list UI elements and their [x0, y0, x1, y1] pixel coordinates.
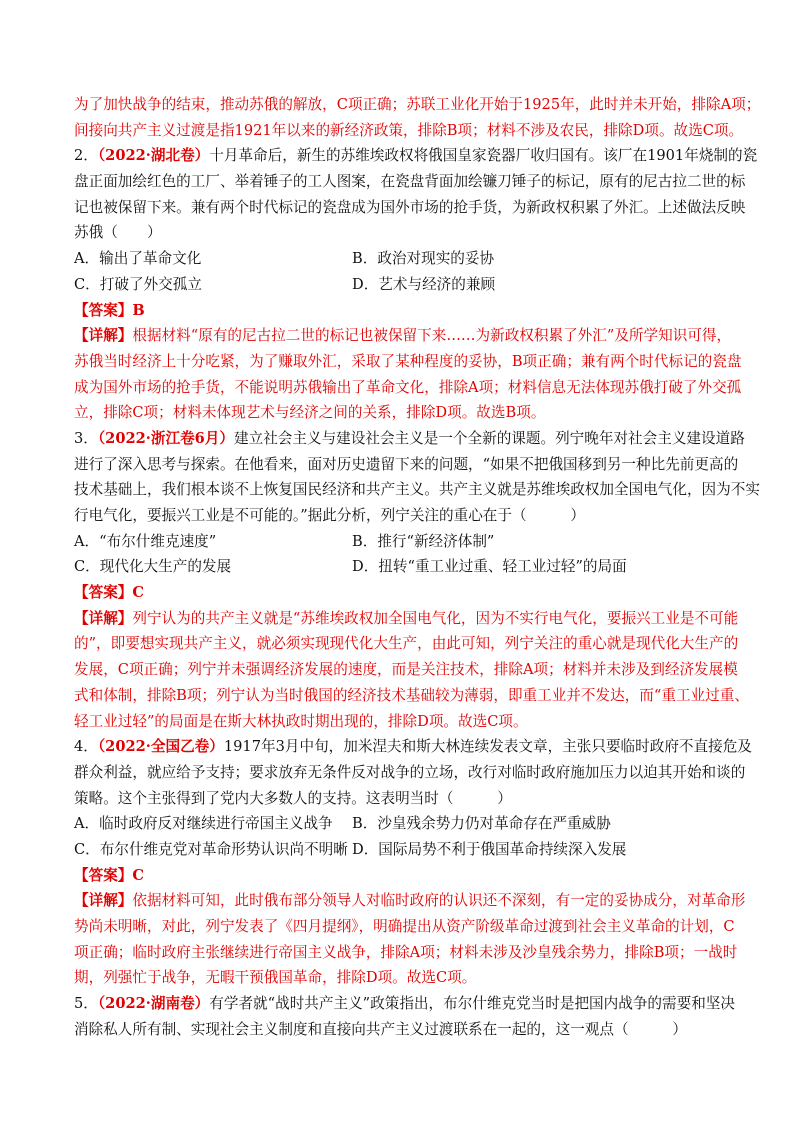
question-source: （2022·全国乙卷） [97, 738, 224, 756]
option-c: C．打破了外交孤立 [74, 275, 202, 293]
options-row [74, 272, 730, 298]
detail-tag: 【详解】 [74, 892, 133, 910]
question-source: （2022·湖北卷） [97, 147, 210, 165]
question-source: （2022·湖南卷） [97, 995, 210, 1013]
explanation-line: 间接向共产主义过渡是指1921年以来的新经济政策，排除B项；材料不涉及农民，排除D项。故选C项。 [74, 121, 744, 139]
answer-tag: 【答案】 [74, 301, 133, 319]
question-stem-line: 苏俄（ ） [74, 224, 162, 242]
option-c: C．布尔什维克党对革命形势认识尚不明晰 [74, 840, 348, 858]
prev-explanation [74, 92, 761, 143]
answer-tag: 【答案】 [74, 866, 133, 884]
answer-line [74, 580, 730, 606]
detail-line: 【详解】列宁认为的共产主义就是“苏维埃政权加全国电气化，因为不实行电气化，要振兴工业是不可能 [74, 609, 739, 627]
question-stem-line: 4．（2022·全国乙卷）1917年3月中旬，加米涅夫和斯大林连续发表文章，主张只要临时政府不直接危及 [74, 738, 752, 756]
question-stem-line: 消除私人所有制、实现社会主义制度和直接向共产主义过渡联系在一起的，这一观点（ ） [74, 1020, 687, 1038]
question-4 [74, 734, 752, 991]
answer-value: C [132, 866, 145, 884]
question-stem-line: 技术基础上，我们根本谈不上恢复国民经济和共产主义。共产主义就是苏维埃政权加全国电气化，因为不实 [74, 481, 760, 499]
question-3 [74, 426, 760, 734]
detail-line: 轻工业过轻”的局面是在斯大林执政时期出现的，排除D项。故选C项。 [74, 712, 528, 730]
question-stem-line: 行电气化，要振兴工业是不可能的。”据此分析，列宁关注的重心在于（ ） [74, 507, 585, 524]
question-stem-line: 盘正面加绘红色的工厂、举着锤子的工人图案，在瓷盘背面加绘镰刀锤子的标记，原有的尼古拉二世的标 [74, 173, 746, 191]
question-stem-line: 群众利益，就应给予支持；要求放弃无条件反对战争的立场，改行对临时政府施加压力以迫其开始和谈的 [74, 763, 746, 781]
option-d: D．国际局势不利于俄国革命持续深入发展 [352, 840, 627, 858]
detail-line: 【详解】依据材料可知，此时俄布部分领导人对临时政府的认识还不深刻，有一定的妥协成分，对革命形 [74, 892, 746, 910]
question-5 [74, 991, 735, 1042]
answer-value: C [132, 584, 145, 602]
question-source: （2022·浙江卷6月） [97, 429, 235, 447]
detail-line: 成为国外市场的抢手货，不能说明苏俄输出了革命文化，排除A项；材料信息无法体现苏俄打破了外交孤 [74, 378, 742, 396]
option-a: A．“布尔什维克速度” [74, 532, 217, 550]
question-number: 3． [74, 429, 98, 447]
detail-line: 项正确；临时政府主张继续进行帝国主义战争，排除A项；材料未涉及沙皇残余势力，排除B项；一战时 [74, 943, 738, 961]
question-2 [74, 143, 758, 426]
detail-line: 的”，即要想实现共产主义，就必须实现现代化大生产，由此可知，列宁关注的重心就是现代化大生产的 [74, 635, 739, 653]
option-b: B．政治对现实的妥协 [352, 250, 495, 268]
document-page [74, 92, 761, 1042]
detail-tag: 【详解】 [74, 327, 133, 345]
detail-line: 立，排除C项；材料未体现艺术与经济之间的关系，排除D项。故选B项。 [74, 404, 546, 422]
question-stem-line: 进行了深入思考与探索。在他看来，面对历史遗留下来的问题，“如果不把俄国移到另一种比先前更高的 [74, 455, 739, 473]
options-row [74, 811, 730, 837]
answer-line [74, 298, 730, 324]
detail-line: 式和体制，排除B项；列宁认为当时俄国的经济技术基础较为薄弱，即重工业并不发达，而“重工业过重、 [74, 686, 749, 704]
option-d: D．艺术与经济的兼顾 [352, 275, 496, 293]
question-stem-line: 记也被保留下来。兼有两个时代标记的瓷盘成为国外市场的抢手货，为新政权积累了外汇。上述做法反映 [74, 198, 746, 216]
question-number: 2． [74, 147, 98, 165]
option-b: B．推行“新经济体制” [352, 532, 495, 550]
explanation-line: 为了加快战争的结束，推动苏俄的解放，C项正确；苏联工业化开始于1925年，此时并未开始，排除A项； [74, 96, 761, 113]
detail-line: 势尚未明晰，对此，列宁发表了《四月提纲》，明确提出从资产阶级革命过渡到社会主义革命的计划，C [74, 918, 735, 935]
options-row [74, 837, 730, 863]
answer-line [74, 863, 730, 889]
question-stem-line: 3．（2022·浙江卷6月）建立社会主义与建设社会主义是一个全新的课题。列宁晚年对社会主义建设道路 [74, 429, 745, 447]
options-row [74, 246, 730, 272]
answer-tag: 【答案】 [74, 584, 133, 602]
question-stem-line: 5．（2022·湖南卷）有学者就“战时共产主义”政策指出，布尔什维克党当时是把国内战争的需要和坚决 [74, 995, 735, 1013]
options-row [74, 529, 730, 555]
option-a: A．临时政府反对继续进行帝国主义战争 [74, 815, 333, 833]
option-a: A．输出了革命文化 [74, 250, 202, 268]
question-number: 4． [74, 738, 98, 756]
detail-line: 【详解】根据材料“原有的尼古拉二世的标记也被保留下来……为新政权积累了外汇”及所学知识可得， [74, 327, 732, 345]
detail-line: 期，列强忙于战争，无暇干预俄国革命，排除D项。故选C项。 [74, 969, 477, 987]
options-row [74, 554, 730, 580]
question-stem-line: 2．（2022·湖北卷）十月革命后，新生的苏维埃政权将俄国皇家瓷器厂收归国有。该厂在1901年烧制的瓷 [74, 147, 758, 165]
detail-tag: 【详解】 [74, 609, 133, 627]
option-d: D．扭转“重工业过重、轻工业过轻”的局面 [352, 558, 627, 576]
option-c: C．现代化大生产的发展 [74, 558, 232, 576]
option-b: B．沙皇残余势力仍对革命存在严重威胁 [352, 815, 611, 833]
detail-line: 发展，C项正确；列宁并未强调经济发展的速度，而是关注技术，排除A项；材料并未涉及到经济发展模 [74, 661, 738, 679]
detail-line: 苏俄当时经济上十分吃紧，为了赚取外汇，采取了某种程度的妥协，B项正确；兼有两个时代标记的瓷盘 [74, 352, 742, 370]
answer-value: B [132, 301, 145, 319]
question-stem-line: 策略。这个主张得到了党内大多数人的支持。这表明当时（ ） [74, 789, 512, 807]
question-number: 5． [74, 995, 98, 1013]
